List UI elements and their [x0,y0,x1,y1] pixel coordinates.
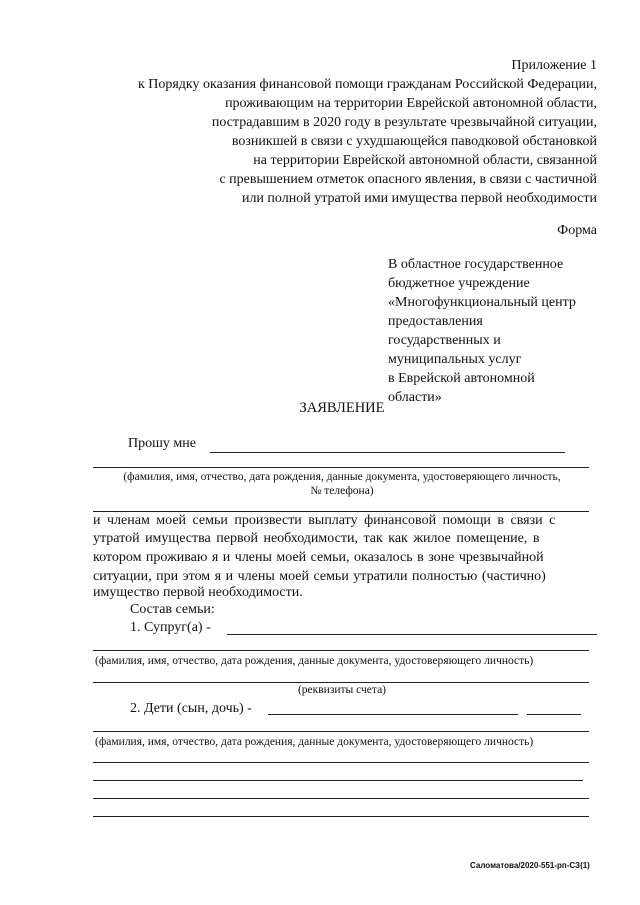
appendix-line: проживающим на территории Еврейской автономной области, [225,96,597,111]
member-caption: (фамилия, имя, отчество, дата рождения, данные документа, удостоверяющего личность) [95,655,534,667]
body-line: ситуации, при этом я и члены моей семьи утратили полностью (частично) [93,569,546,584]
body-line: котором проживаю я и члены моей семьи, оказалось в зоне чрезвычайной [93,550,544,565]
form-label: Форма [557,223,597,238]
applicant-name-field[interactable] [210,452,565,453]
member-2-label: 2. Дети (сын, дочь) - [130,701,252,716]
appendix-line: пострадавшим в 2020 году в результате чрезвычайной ситуации, [211,115,597,130]
account-caption: (реквизиты счета) [297,684,387,696]
blank-line-2[interactable] [93,780,583,781]
appendix-line: возникшей в связи с ухудшающейся паводковой обстановкой [231,134,597,149]
member-1-label: 1. Супруг(а) - [130,620,211,635]
appendix-line: к Порядку оказания финансовой помощи гражданам Российской Федерации, [137,77,597,92]
appendix-line: или полной утратой ими имущества первой необходимости [241,191,597,206]
document-title: ЗАЯВЛЕНИЕ [299,400,385,416]
blank-line-3[interactable] [93,798,589,799]
addressee-line: бюджетное учреждение [388,276,530,291]
spouse-field[interactable] [227,634,597,635]
appendix-line: на территории Еврейской автономной области, связанной [253,153,597,168]
children-field[interactable] [268,714,518,715]
spouse-account-field[interactable] [93,682,589,683]
body-line: имущество первой необходимости. [93,585,303,600]
appendix-line: с превышением отметок опасного явления, в связи с частичной [219,172,597,187]
addressee-line: В областное государственное [388,257,564,272]
body-line: и членам моей семьи произвести выплату финансовой помощи в связи с [93,513,556,528]
request-prefix: Прошу мне [128,436,196,451]
applicant-details-field[interactable] [93,511,589,512]
addressee-line: государственных и [388,333,501,348]
family-label: Состав семьи: [130,602,215,617]
children-field-extra[interactable] [527,714,581,715]
body-line: утратой имущества первой необходимости, так как жилое помещение, в [93,531,540,546]
addressee-line: предоставления [388,314,483,329]
addressee-line: области» [388,390,442,405]
person-caption: (фамилия, имя, отчество, дата рождения, данные документа, удостоверяющего личность, [123,471,561,483]
addressee-line: «Многофункциональный центр [388,295,576,310]
person-caption-phone: № телефона) [310,485,374,497]
applicant-name-field-2[interactable] [93,467,589,468]
children-field-2[interactable] [93,731,589,732]
blank-line-4[interactable] [93,816,589,817]
footer-code: Саломатова/2020-551-рп-СЗ(1) [470,861,590,870]
addressee-line: муниципальных услуг [388,352,522,367]
blank-line-1[interactable] [93,762,589,763]
member-caption-2: (фамилия, имя, отчество, дата рождения, данные документа, удостоверяющего личность) [95,736,534,748]
spouse-field-2[interactable] [93,650,589,651]
addressee-line: в Еврейской автономной [388,371,535,386]
appendix-number: Приложение 1 [511,58,597,73]
